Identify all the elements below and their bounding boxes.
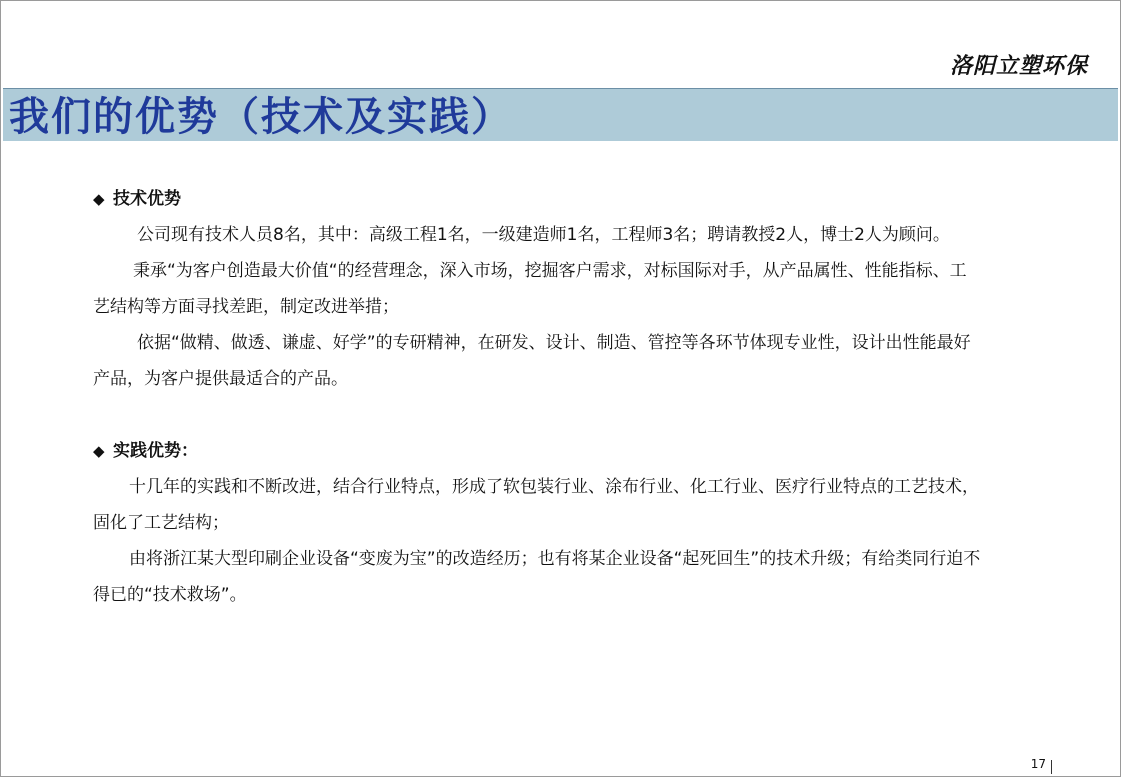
diamond-bullet-icon: ◆: [93, 190, 105, 208]
section-heading-practice: [93, 433, 983, 469]
section-heading-label: 实践优势：: [113, 441, 198, 461]
section-heading-label: 技术优势: [113, 189, 181, 209]
section-spacer: [93, 397, 983, 433]
page-number: 17: [1030, 757, 1046, 771]
diamond-bullet-icon: ◆: [93, 442, 105, 460]
paragraph: 公司现有技术人员8名，其中：高级工程1名，一级建造师1名，工程师3名；聘请教授2人，博士2人为顾问。: [137, 225, 950, 245]
paragraph: 依据“做精、做透、谦虚、好学”的专研精神，在研发、设计、制造、管控等各环节体现专业性，设计出性能最好产品，为客户提供最适合的产品。: [93, 333, 971, 389]
paragraph: 由将浙江某大型印刷企业设备“变废为宝”的改造经历；也有将某企业设备“起死回生”的技术升级；有给类同行迫不得已的“技术救场”。: [93, 549, 981, 605]
company-name: 洛阳立塑环保: [949, 53, 1088, 79]
section-heading-tech: [93, 181, 983, 217]
slide-title: 我们的优势（技术及实践）: [9, 93, 513, 140]
page-number-marker: [1051, 760, 1052, 774]
paragraph: 秉承“为客户创造最大价值“的经营理念，深入市场，挖掘客户需求，对标国际对手，从产品属性、性能指标、工艺结构等方面寻找差距，制定改进举措；: [93, 261, 967, 317]
slide-body: [93, 181, 983, 613]
paragraph: 十几年的实践和不断改进，结合行业特点，形成了软包装行业、涂布行业、化工行业、医疗行业特点的工艺技术，固化了工艺结构；: [93, 477, 979, 533]
